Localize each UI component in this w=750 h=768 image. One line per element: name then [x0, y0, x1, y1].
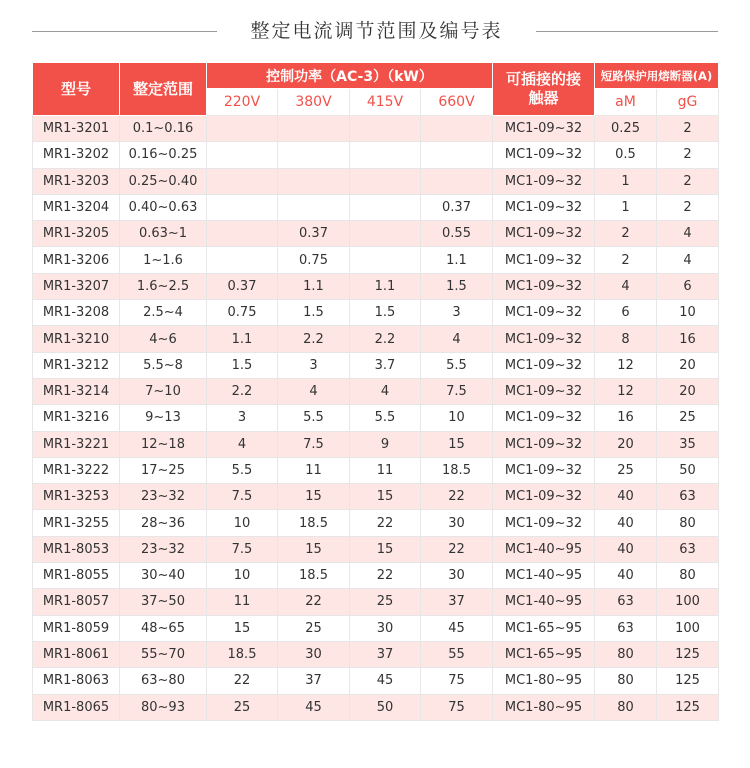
- cell-range: 30~40: [120, 563, 207, 589]
- cell-fuse-gg: 63: [657, 536, 719, 562]
- cell-contactor: MC1-09~32: [493, 168, 595, 194]
- cell-contactor: MC1-09~32: [493, 221, 595, 247]
- cell-fuse-gg: 4: [657, 247, 719, 273]
- cell-power-220v: [207, 116, 278, 142]
- cell-power-415v: 1.5: [350, 300, 421, 326]
- cell-range: 23~32: [120, 536, 207, 562]
- cell-fuse-am: 2: [595, 247, 657, 273]
- cell-fuse-am: 16: [595, 405, 657, 431]
- cell-power-660v: 7.5: [421, 378, 493, 404]
- cell-range: 9~13: [120, 405, 207, 431]
- table-row: [33, 405, 719, 431]
- cell-fuse-am: 0.25: [595, 116, 657, 142]
- cell-model: MR1-8063: [33, 668, 120, 694]
- cell-power-220v: 7.5: [207, 536, 278, 562]
- cell-power-415v: 37: [350, 641, 421, 667]
- cell-power-415v: [350, 116, 421, 142]
- title-divider-right: [536, 31, 718, 32]
- cell-power-660v: 22: [421, 536, 493, 562]
- cell-fuse-gg: 2: [657, 194, 719, 220]
- cell-fuse-am: 40: [595, 510, 657, 536]
- cell-power-220v: 11: [207, 589, 278, 615]
- cell-fuse-am: 40: [595, 484, 657, 510]
- header-voltage-660: 660V: [421, 89, 493, 116]
- cell-power-220v: 15: [207, 615, 278, 641]
- cell-power-660v: 1.1: [421, 247, 493, 273]
- cell-power-380v: 2.2: [278, 326, 350, 352]
- cell-model: MR1-3205: [33, 221, 120, 247]
- cell-fuse-gg: 20: [657, 352, 719, 378]
- cell-model: MR1-3255: [33, 510, 120, 536]
- cell-power-380v: 30: [278, 641, 350, 667]
- cell-contactor: MC1-40~95: [493, 589, 595, 615]
- cell-power-415v: 15: [350, 536, 421, 562]
- cell-power-415v: 1.1: [350, 273, 421, 299]
- cell-fuse-gg: 2: [657, 142, 719, 168]
- cell-contactor: MC1-09~32: [493, 247, 595, 273]
- cell-power-220v: 10: [207, 563, 278, 589]
- table-row: [33, 194, 719, 220]
- cell-power-380v: [278, 116, 350, 142]
- cell-power-380v: 45: [278, 694, 350, 720]
- header-model: 型号: [33, 63, 120, 116]
- header-fuse-gg: gG: [657, 89, 719, 116]
- cell-range: 0.63~1: [120, 221, 207, 247]
- cell-power-380v: 15: [278, 536, 350, 562]
- cell-contactor: MC1-09~32: [493, 510, 595, 536]
- cell-range: 28~36: [120, 510, 207, 536]
- header-voltage-415: 415V: [350, 89, 421, 116]
- cell-power-220v: 5.5: [207, 457, 278, 483]
- header-range: 整定范围: [120, 63, 207, 116]
- cell-power-415v: 9: [350, 431, 421, 457]
- cell-power-220v: 0.75: [207, 300, 278, 326]
- cell-fuse-gg: 2: [657, 168, 719, 194]
- table-row: [33, 247, 719, 273]
- cell-power-380v: 22: [278, 589, 350, 615]
- cell-range: 0.16~0.25: [120, 142, 207, 168]
- cell-contactor: MC1-09~32: [493, 405, 595, 431]
- cell-model: MR1-8061: [33, 641, 120, 667]
- cell-fuse-am: 63: [595, 615, 657, 641]
- cell-fuse-gg: 80: [657, 563, 719, 589]
- cell-model: MR1-3253: [33, 484, 120, 510]
- table-row: [33, 536, 719, 562]
- cell-power-660v: 1.5: [421, 273, 493, 299]
- cell-model: MR1-3203: [33, 168, 120, 194]
- page-title: 整定电流调节范围及编号表: [250, 20, 503, 42]
- cell-power-380v: [278, 168, 350, 194]
- cell-contactor: MC1-09~32: [493, 273, 595, 299]
- cell-contactor: MC1-09~32: [493, 378, 595, 404]
- cell-power-380v: 3: [278, 352, 350, 378]
- cell-range: 2.5~4: [120, 300, 207, 326]
- cell-range: 48~65: [120, 615, 207, 641]
- table-body: [33, 116, 719, 721]
- cell-model: MR1-8059: [33, 615, 120, 641]
- cell-power-380v: 7.5: [278, 431, 350, 457]
- cell-model: MR1-3210: [33, 326, 120, 352]
- cell-power-415v: 2.2: [350, 326, 421, 352]
- table-row: [33, 431, 719, 457]
- cell-power-660v: 30: [421, 510, 493, 536]
- cell-power-415v: 4: [350, 378, 421, 404]
- cell-fuse-am: 12: [595, 352, 657, 378]
- cell-model: MR1-3207: [33, 273, 120, 299]
- cell-power-380v: 0.37: [278, 221, 350, 247]
- cell-power-220v: [207, 221, 278, 247]
- cell-power-660v: 15: [421, 431, 493, 457]
- table-row: [33, 273, 719, 299]
- cell-power-415v: 15: [350, 484, 421, 510]
- cell-power-380v: 4: [278, 378, 350, 404]
- cell-range: 23~32: [120, 484, 207, 510]
- cell-fuse-am: 2: [595, 221, 657, 247]
- cell-model: MR1-3204: [33, 194, 120, 220]
- cell-power-660v: 75: [421, 668, 493, 694]
- cell-power-415v: 30: [350, 615, 421, 641]
- cell-power-415v: 22: [350, 563, 421, 589]
- cell-range: 7~10: [120, 378, 207, 404]
- cell-power-220v: [207, 194, 278, 220]
- cell-power-220v: 25: [207, 694, 278, 720]
- cell-contactor: MC1-80~95: [493, 694, 595, 720]
- cell-power-380v: 1.1: [278, 273, 350, 299]
- cell-power-660v: [421, 168, 493, 194]
- cell-model: MR1-3214: [33, 378, 120, 404]
- table-row: [33, 694, 719, 720]
- cell-power-380v: 0.75: [278, 247, 350, 273]
- cell-fuse-gg: 16: [657, 326, 719, 352]
- cell-range: 12~18: [120, 431, 207, 457]
- cell-range: 4~6: [120, 326, 207, 352]
- cell-fuse-gg: 2: [657, 116, 719, 142]
- cell-fuse-am: 0.5: [595, 142, 657, 168]
- cell-fuse-am: 80: [595, 668, 657, 694]
- cell-fuse-am: 1: [595, 168, 657, 194]
- cell-model: MR1-3208: [33, 300, 120, 326]
- cell-power-660v: 55: [421, 641, 493, 667]
- cell-fuse-am: 80: [595, 694, 657, 720]
- cell-model: MR1-8057: [33, 589, 120, 615]
- cell-contactor: MC1-09~32: [493, 194, 595, 220]
- cell-power-220v: 3: [207, 405, 278, 431]
- table-row: [33, 116, 719, 142]
- cell-fuse-am: 4: [595, 273, 657, 299]
- cell-contactor: MC1-09~32: [493, 431, 595, 457]
- cell-power-415v: [350, 168, 421, 194]
- cell-power-660v: [421, 116, 493, 142]
- cell-power-415v: 11: [350, 457, 421, 483]
- header-fuse-am: aM: [595, 89, 657, 116]
- header-voltage-380: 380V: [278, 89, 350, 116]
- cell-power-415v: 50: [350, 694, 421, 720]
- cell-contactor: MC1-65~95: [493, 615, 595, 641]
- cell-power-660v: 4: [421, 326, 493, 352]
- cell-model: MR1-3206: [33, 247, 120, 273]
- cell-fuse-gg: 100: [657, 589, 719, 615]
- cell-range: 1~1.6: [120, 247, 207, 273]
- cell-power-380v: 37: [278, 668, 350, 694]
- cell-fuse-gg: 125: [657, 694, 719, 720]
- cell-fuse-am: 40: [595, 563, 657, 589]
- cell-power-220v: [207, 168, 278, 194]
- table-row: [33, 615, 719, 641]
- header-voltage-220: 220V: [207, 89, 278, 116]
- cell-power-660v: 22: [421, 484, 493, 510]
- title-divider-left: [32, 31, 217, 32]
- cell-fuse-gg: 25: [657, 405, 719, 431]
- cell-fuse-gg: 20: [657, 378, 719, 404]
- cell-power-380v: [278, 194, 350, 220]
- cell-fuse-am: 12: [595, 378, 657, 404]
- cell-fuse-am: 6: [595, 300, 657, 326]
- cell-power-220v: 10: [207, 510, 278, 536]
- cell-power-660v: 10: [421, 405, 493, 431]
- cell-model: MR1-8055: [33, 563, 120, 589]
- cell-power-660v: 3: [421, 300, 493, 326]
- table-row: [33, 378, 719, 404]
- table-row: [33, 457, 719, 483]
- cell-power-415v: 22: [350, 510, 421, 536]
- cell-model: MR1-3221: [33, 431, 120, 457]
- cell-power-415v: 3.7: [350, 352, 421, 378]
- cell-power-220v: 0.37: [207, 273, 278, 299]
- cell-fuse-am: 1: [595, 194, 657, 220]
- cell-fuse-gg: 63: [657, 484, 719, 510]
- table-row: [33, 668, 719, 694]
- cell-power-415v: [350, 194, 421, 220]
- table-row: [33, 484, 719, 510]
- cell-model: MR1-8065: [33, 694, 120, 720]
- cell-fuse-gg: 4: [657, 221, 719, 247]
- cell-power-220v: 22: [207, 668, 278, 694]
- cell-power-415v: [350, 247, 421, 273]
- cell-model: MR1-3216: [33, 405, 120, 431]
- cell-range: 55~70: [120, 641, 207, 667]
- cell-power-660v: [421, 142, 493, 168]
- cell-power-220v: 1.1: [207, 326, 278, 352]
- cell-contactor: MC1-09~32: [493, 484, 595, 510]
- title-bar: [0, 14, 750, 48]
- cell-power-660v: 45: [421, 615, 493, 641]
- spec-table: [32, 62, 719, 721]
- cell-range: 0.40~0.63: [120, 194, 207, 220]
- cell-contactor: MC1-40~95: [493, 563, 595, 589]
- cell-power-380v: 25: [278, 615, 350, 641]
- cell-range: 0.25~0.40: [120, 168, 207, 194]
- cell-power-380v: 1.5: [278, 300, 350, 326]
- table-row: [33, 563, 719, 589]
- cell-power-660v: 75: [421, 694, 493, 720]
- header-contactor: 可插接的接 触器: [493, 63, 595, 116]
- cell-model: MR1-3222: [33, 457, 120, 483]
- cell-power-380v: 11: [278, 457, 350, 483]
- cell-model: MR1-3202: [33, 142, 120, 168]
- table-row: [33, 510, 719, 536]
- cell-power-380v: 18.5: [278, 510, 350, 536]
- table-row: [33, 641, 719, 667]
- table-row: [33, 221, 719, 247]
- cell-range: 17~25: [120, 457, 207, 483]
- cell-contactor: MC1-09~32: [493, 300, 595, 326]
- header-power-group: 控制功率（AC-3）（kW）: [207, 63, 493, 89]
- cell-fuse-am: 40: [595, 536, 657, 562]
- cell-fuse-gg: 80: [657, 510, 719, 536]
- cell-power-415v: 25: [350, 589, 421, 615]
- cell-fuse-am: 8: [595, 326, 657, 352]
- cell-power-380v: 15: [278, 484, 350, 510]
- cell-range: 80~93: [120, 694, 207, 720]
- cell-range: 0.1~0.16: [120, 116, 207, 142]
- cell-contactor: MC1-09~32: [493, 352, 595, 378]
- cell-range: 63~80: [120, 668, 207, 694]
- cell-range: 37~50: [120, 589, 207, 615]
- cell-power-380v: 18.5: [278, 563, 350, 589]
- cell-contactor: MC1-65~95: [493, 641, 595, 667]
- cell-fuse-am: 80: [595, 641, 657, 667]
- cell-power-415v: [350, 221, 421, 247]
- table-row: [33, 142, 719, 168]
- cell-power-380v: [278, 142, 350, 168]
- cell-power-415v: [350, 142, 421, 168]
- cell-power-660v: 18.5: [421, 457, 493, 483]
- cell-fuse-gg: 100: [657, 615, 719, 641]
- cell-fuse-gg: 50: [657, 457, 719, 483]
- cell-model: MR1-3201: [33, 116, 120, 142]
- table-row: [33, 168, 719, 194]
- cell-range: 1.6~2.5: [120, 273, 207, 299]
- cell-power-220v: [207, 247, 278, 273]
- cell-power-220v: [207, 142, 278, 168]
- cell-contactor: MC1-09~32: [493, 457, 595, 483]
- cell-power-415v: 5.5: [350, 405, 421, 431]
- cell-power-415v: 45: [350, 668, 421, 694]
- cell-fuse-am: 20: [595, 431, 657, 457]
- cell-range: 5.5~8: [120, 352, 207, 378]
- cell-fuse-gg: 125: [657, 668, 719, 694]
- cell-power-220v: 1.5: [207, 352, 278, 378]
- cell-fuse-gg: 125: [657, 641, 719, 667]
- cell-contactor: MC1-09~32: [493, 142, 595, 168]
- cell-power-220v: 4: [207, 431, 278, 457]
- table-row: [33, 326, 719, 352]
- cell-fuse-gg: 6: [657, 273, 719, 299]
- cell-power-220v: 18.5: [207, 641, 278, 667]
- cell-power-660v: 30: [421, 563, 493, 589]
- cell-contactor: MC1-80~95: [493, 668, 595, 694]
- cell-fuse-am: 63: [595, 589, 657, 615]
- cell-fuse-am: 25: [595, 457, 657, 483]
- table-row: [33, 300, 719, 326]
- cell-contactor: MC1-09~32: [493, 116, 595, 142]
- cell-model: MR1-8053: [33, 536, 120, 562]
- cell-model: MR1-3212: [33, 352, 120, 378]
- cell-power-220v: 2.2: [207, 378, 278, 404]
- table-row: [33, 352, 719, 378]
- cell-fuse-gg: 35: [657, 431, 719, 457]
- cell-contactor: MC1-09~32: [493, 326, 595, 352]
- cell-power-380v: 5.5: [278, 405, 350, 431]
- cell-power-220v: 7.5: [207, 484, 278, 510]
- cell-fuse-gg: 10: [657, 300, 719, 326]
- cell-power-660v: 5.5: [421, 352, 493, 378]
- cell-power-660v: 0.55: [421, 221, 493, 247]
- cell-power-660v: 0.37: [421, 194, 493, 220]
- cell-contactor: MC1-40~95: [493, 536, 595, 562]
- header-fuse-group: 短路保护用熔断器(A): [595, 63, 719, 89]
- table-row: [33, 589, 719, 615]
- cell-power-660v: 37: [421, 589, 493, 615]
